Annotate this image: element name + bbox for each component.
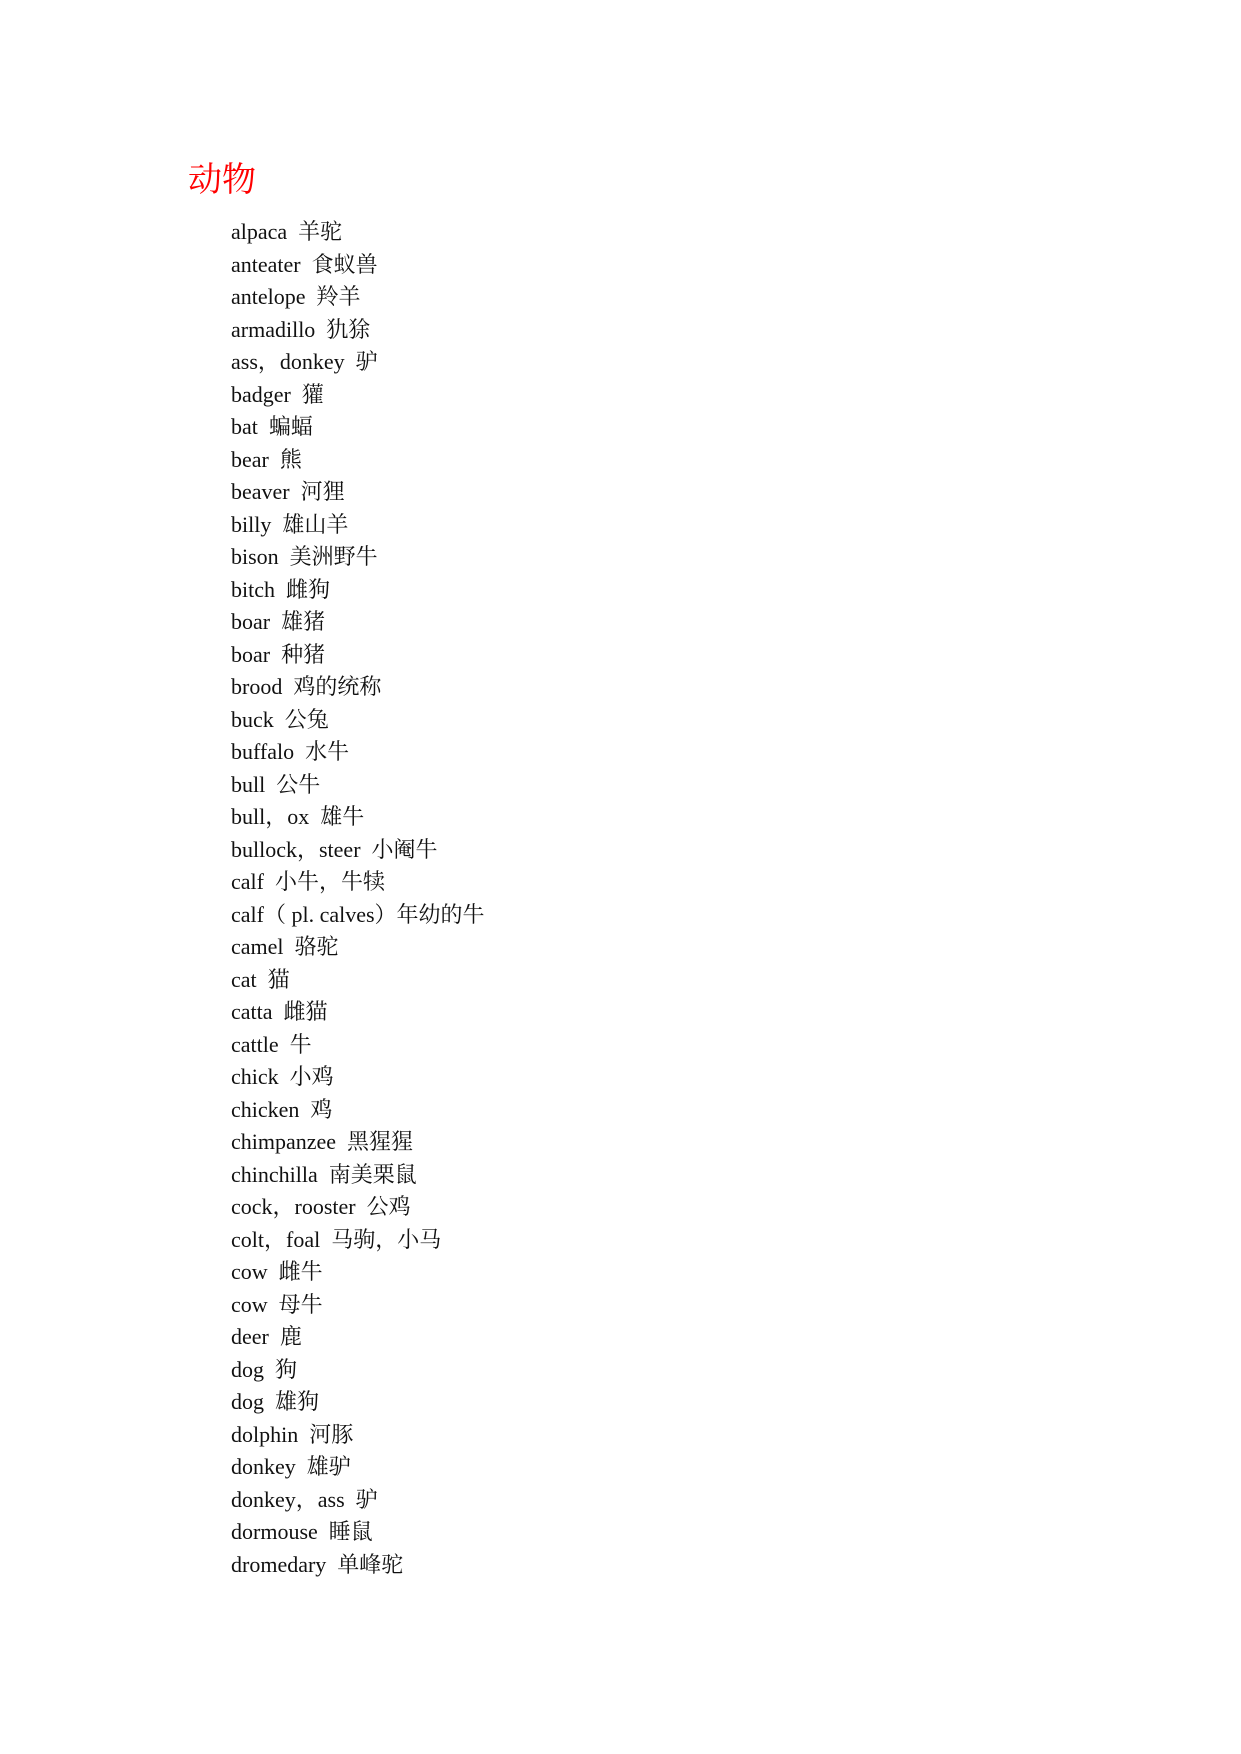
vocab-entry: dog 雄狗 (231, 1389, 320, 1414)
vocab-entry: anteater 食蚁兽 (231, 251, 378, 277)
vocab-entry: catta 雌猫 (231, 999, 328, 1024)
vocab-entry: dolphin 河豚 (231, 1421, 354, 1447)
vocab-entry: cock，rooster 公鸡 (231, 1194, 411, 1219)
vocab-entry: alpaca 羊驼 (231, 219, 343, 244)
vocab-entry: bat 蝙蝠 (231, 414, 313, 439)
vocab-entry: chicken 鸡 (231, 1096, 333, 1122)
vocab-entry: bison 美洲野牛 (231, 544, 378, 569)
vocab-entry: cattle 牛 (231, 1031, 312, 1057)
vocab-entry: donkey 雄驴 (231, 1454, 351, 1479)
vocab-entry: chinchilla 南美栗鼠 (231, 1161, 417, 1187)
vocab-entry: deer 鹿 (231, 1324, 302, 1349)
vocab-entry: bull 公牛 (231, 771, 321, 797)
vocab-entry: cow 母牛 (231, 1291, 323, 1317)
vocab-entry: camel 骆驼 (231, 934, 339, 959)
vocab-entry: chick 小鸡 (231, 1064, 334, 1089)
vocab-entry: armadillo 犰狳 (231, 316, 371, 342)
vocab-entry: antelope 羚羊 (231, 284, 361, 309)
vocab-entry: cow 雌牛 (231, 1259, 323, 1284)
section-heading: 动物 (188, 160, 256, 200)
vocab-entry: badger 獾 (231, 381, 324, 407)
vocab-entry: bull，ox 雄牛 (231, 804, 365, 829)
vocab-entry: dormouse 睡鼠 (231, 1519, 373, 1544)
vocabulary-list (231, 216, 485, 1581)
vocab-entry: calf 小牛，牛犊 (231, 869, 385, 894)
vocab-entry: colt，foal 马驹，小马 (231, 1226, 442, 1252)
vocab-entry: bitch 雌狗 (231, 576, 330, 602)
vocab-entry: beaver 河狸 (231, 479, 345, 504)
vocab-entry: billy 雄山羊 (231, 511, 349, 537)
vocab-entry: dromedary 单峰驼 (231, 1551, 404, 1577)
vocab-entry: boar 雄猪 (231, 609, 326, 634)
vocab-entry: buffalo 水牛 (231, 739, 350, 764)
vocab-entry: bear 熊 (231, 446, 302, 472)
vocab-entry: donkey，ass 驴 (231, 1486, 378, 1512)
vocab-entry: calf（ pl. calves）年幼的牛 (231, 901, 485, 927)
vocab-entry: brood 鸡的统称 (231, 674, 382, 699)
vocab-entry: boar 种猪 (231, 641, 326, 667)
vocab-entry: bullock，steer 小阉牛 (231, 836, 438, 862)
vocab-entry: cat 猫 (231, 966, 290, 992)
vocab-entry: chimpanzee 黑猩猩 (231, 1129, 414, 1154)
vocab-entry: buck 公兔 (231, 706, 329, 732)
vocab-entry: ass，donkey 驴 (231, 349, 378, 374)
vocab-entry: dog 狗 (231, 1356, 298, 1382)
